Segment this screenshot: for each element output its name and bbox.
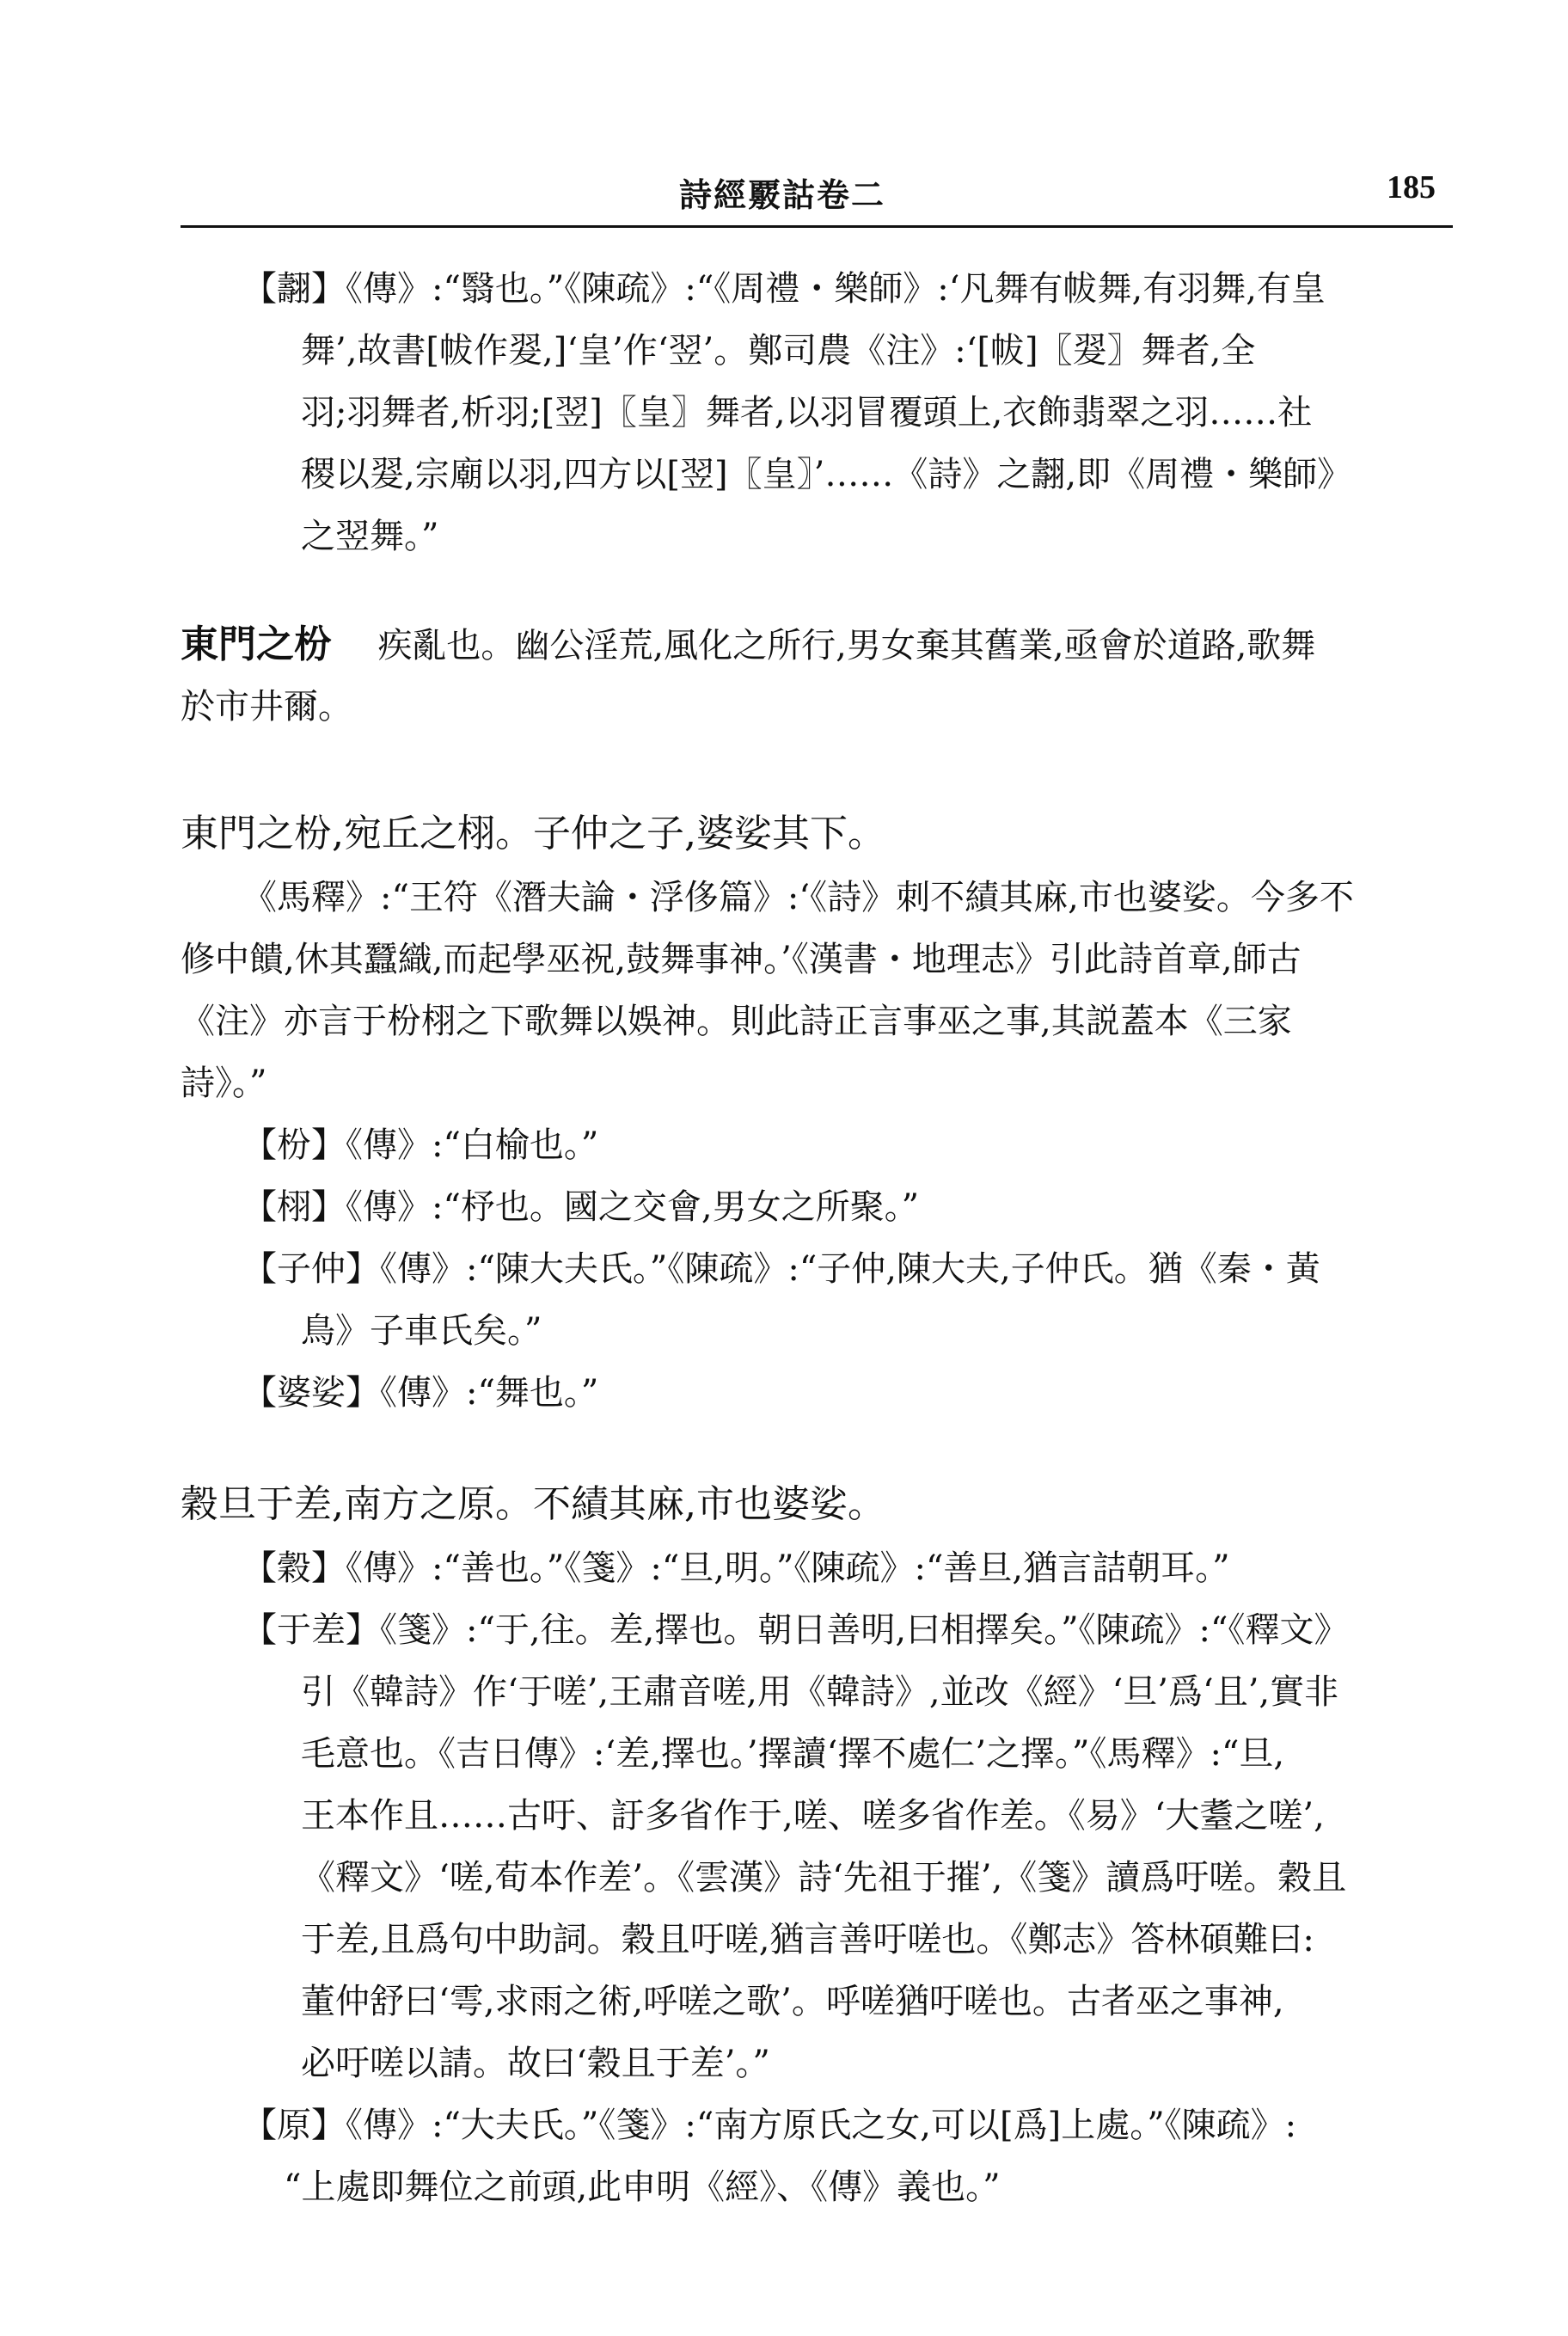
gloss-note: 鳥》子車氏矣。”	[301, 1311, 542, 1351]
gloss-note: 引《韓詩》作‘于嗟’,王肅音嗟,用《韓詩》,並改《經》‘旦’爲‘且’,實非	[301, 1672, 1339, 1712]
gloss-note: 【婆娑】《傳》:“舞也。”	[242, 1373, 599, 1413]
gloss-note: 【枌】《傳》:“白榆也。”	[242, 1125, 599, 1165]
gloss-note: 【于差】《箋》:“于,往。差,擇也。朝日善明,曰相擇矣。”《陳疏》:“《釋文》	[242, 1610, 1349, 1650]
gloss-note: 【栩】《傳》:“杼也。國之交會,男女之所聚。”	[242, 1187, 920, 1227]
note-line: 舞’,故書[帗作翇,]‘皇’作‘翌’。鄭司農《注》:‘[帗]〖翇〗舞者,全	[301, 331, 1256, 371]
gloss-note: 【子仲】《傳》:“陳大夫氏。”《陳疏》:“子仲,陳大夫,子仲氏。猶《秦・黃	[242, 1249, 1320, 1289]
note-line: 之翌舞。”	[301, 517, 439, 556]
commentary-line: 《馬釋》:“王符《潛夫論・浮侈篇》:‘《詩》刺不績其麻,市也婆娑。今多不	[242, 878, 1354, 917]
stanza-text: 東門之枌,宛丘之栩。子仲之子,婆娑其下。	[181, 812, 885, 855]
running-header	[181, 169, 1453, 228]
gloss-note: 毛意也。《吉日傳》:‘差,擇也。’擇讀‘擇不處仁’之擇。”《馬釋》:“旦,	[301, 1734, 1285, 1774]
note-line: 稷以翇,宗廟以羽,四方以[翌]〖皇〗’……《詩》之翿,即《周禮・樂師》	[301, 455, 1352, 494]
gloss-note: 【穀】《傳》:“善也。”《箋》:“旦,明。”《陳疏》:“善旦,猶言詰朝耳。”	[242, 1548, 1230, 1588]
running-title: 詩經覈詁卷二	[679, 175, 886, 214]
note-line: 【翿】《傳》:“翳也。”《陳疏》:“《周禮・樂師》:‘凡舞有帗舞,有羽舞,有皇	[242, 269, 1326, 309]
section-heading-line	[181, 621, 1315, 670]
gloss-note: 【原】《傳》:“大夫氏。”《箋》:“南方原氏之女,可以[爲]上處。”《陳疏》:	[242, 2106, 1297, 2145]
commentary-line: 詩》。”	[181, 1064, 267, 1103]
page-number: 185	[1387, 169, 1436, 205]
gloss-note: 董仲舒曰‘雩,求雨之術,呼嗟之歌’。呼嗟猶吁嗟也。古者巫之事神,	[301, 1982, 1284, 2021]
commentary-line: 《注》亦言于枌栩之下歌舞以娛神。則此詩正言事巫之事,其説蓋本《三家	[181, 1002, 1292, 1041]
note-line: 羽;羽舞者,析羽;[翌]〖皇〗舞者,以羽冒覆頭上,衣飾翡翠之羽……社	[301, 393, 1313, 432]
gloss-note: 《釋文》‘嗟,荀本作差’。《雲漢》詩‘先祖于摧’,《箋》讀爲吁嗟。穀且	[301, 1858, 1347, 1898]
commentary-line: 修中饋,休其蠶織,而起學巫祝,鼓舞事神。’《漢書・地理志》引此詩首章,師古	[181, 940, 1302, 979]
poem-preface-continued: 於市井爾。	[181, 687, 352, 727]
stanza-text: 穀旦于差,南方之原。不績其麻,市也婆娑。	[181, 1482, 885, 1526]
gloss-note: 于差,且爲句中助詞。穀且吁嗟,猶言善吁嗟也。《鄭志》答林碩難曰:	[301, 1920, 1314, 1959]
poem-preface: 疾亂也。幽公淫荒,風化之所行,男女棄其舊業,亟會於道路,歌舞	[377, 626, 1316, 665]
gloss-note: 必吁嗟以請。故曰‘穀且于差’。”	[301, 2044, 770, 2083]
gloss-note: 王本作且……古吁、訏多省作于,嗟、嗟多省作差。《易》‘大耋之嗟’,	[301, 1796, 1325, 1836]
gloss-note: “上處即舞位之前頭,此申明《經》、《傳》義也。”	[284, 2167, 1001, 2207]
poem-title: 東門之枌	[181, 622, 332, 666]
